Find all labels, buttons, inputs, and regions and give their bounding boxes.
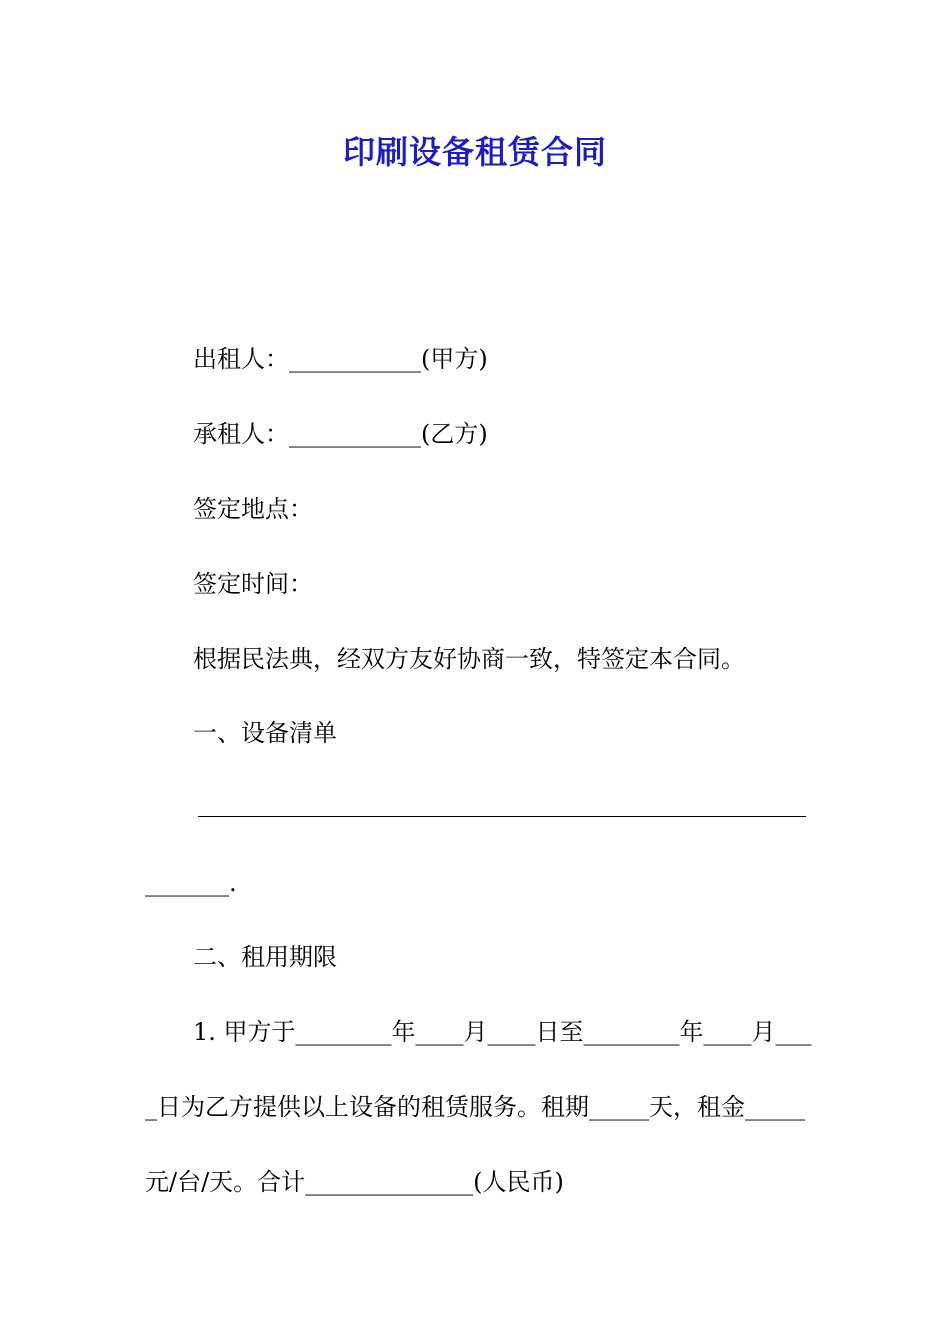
intro-paragraph: 根据民法典，经双方友好协商一致，特签定本合同。 — [193, 645, 745, 673]
signing-time-line: 签定时间： — [193, 570, 313, 598]
lessor-line: 出租人：___________(甲方) — [193, 345, 488, 373]
equipment-list-blank-tail: _______. — [145, 869, 237, 897]
lessee-line: 承租人：___________(乙方) — [193, 420, 488, 448]
signing-place-line: 签定地点： — [193, 495, 313, 523]
lease-term-line-2: _日为乙方提供以上设备的租赁服务。租期_____天，租金_____ — [145, 1093, 805, 1121]
section-heading-lease-term: 二、租用期限 — [193, 943, 337, 971]
lease-term-line-1: 1. 甲方于________年____月____日至________年____月___ — [193, 1018, 812, 1046]
section-heading-equipment-list: 一、设备清单 — [193, 719, 337, 747]
document-title: 印刷设备租赁合同 — [342, 133, 607, 171]
lease-term-line-3: 元/台/天。合计______________(人民币) — [145, 1168, 564, 1196]
equipment-list-blank-rule — [198, 816, 806, 817]
